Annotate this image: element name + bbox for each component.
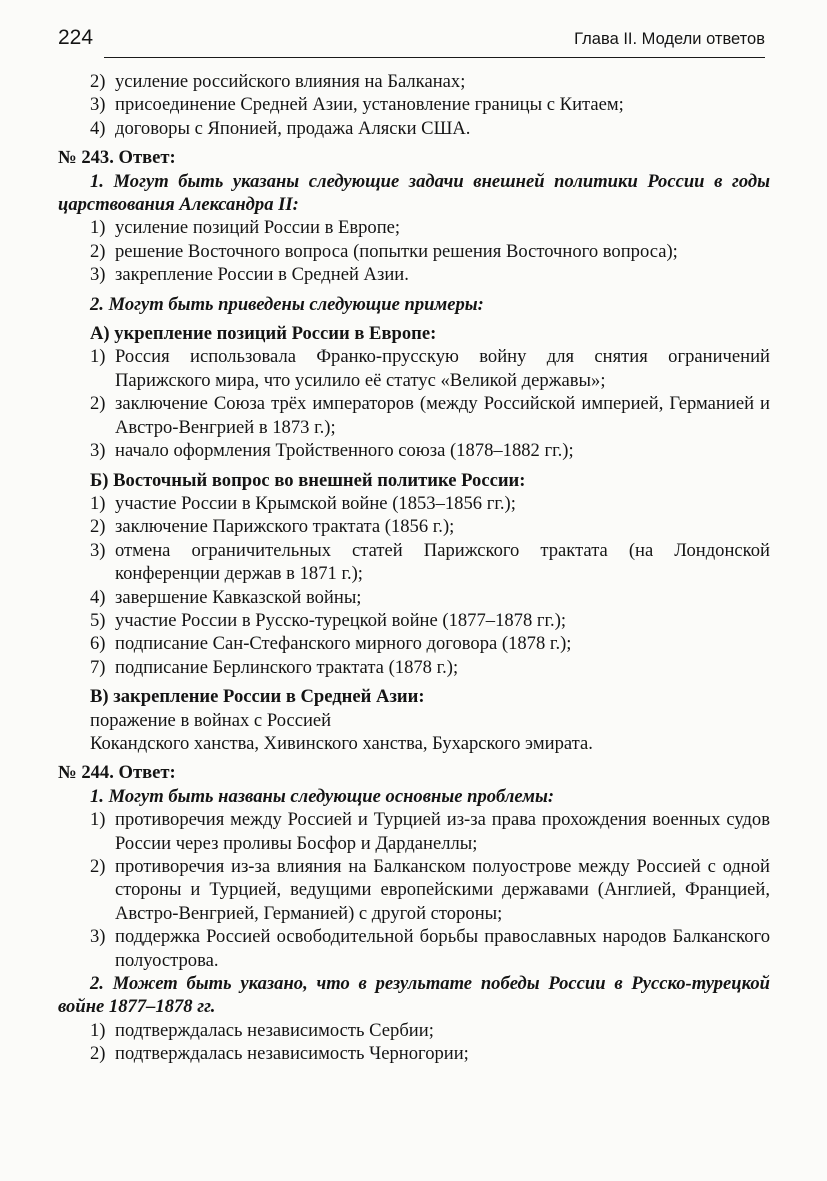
page-content	[58, 70, 770, 1066]
group-c-line: Кокандского ханства, Хивинского ханства, Бухарского эмирата.	[90, 732, 593, 754]
list-item: 2) заключение Союза трёх императоров (между Российской империей, Германией и Австро-Венгрией в 1873 г.);	[90, 393, 770, 438]
q244-part1-heading: 1. Могут быть названы следующие основные проблемы:	[90, 785, 555, 807]
list-item: 1) противоречия между Россией и Турцией из-за права прохождения военных судов России через проливы Босфор и Дарданеллы;	[90, 809, 770, 854]
question-243-heading: № 243. Ответ:	[58, 147, 176, 169]
q244-part2-heading: 2. Может быть указано, что в результате победы России в Русско-турецкой войне 1877–1878 гг.	[58, 973, 770, 1018]
page-header	[58, 22, 765, 56]
list-item: 2) решение Восточного вопроса (попытки решения Восточного вопроса);	[90, 240, 678, 262]
header-rule	[104, 57, 765, 58]
question-244-heading: № 244. Ответ:	[58, 762, 176, 784]
group-b-title: Б) Восточный вопрос во внешней политике России:	[90, 469, 526, 491]
list-item: 1) усиление позиций России в Европе;	[90, 217, 401, 239]
list-item: 3) отмена ограничительных статей Парижского трактата (на Лондонской конференции держав в 1871 г.);	[90, 539, 770, 585]
list-item: 4) договоры с Японией, продажа Аляски США.	[90, 117, 471, 139]
list-item: 3) закрепление России в Средней Азии.	[90, 264, 409, 286]
list-item: 2) противоречия из-за влияния на Балканском полуострове между Россией с одной стороны и Турцией, ведущими европейскими державами (Англией, Францией, Австро-Венгрией, Германией) с другой стороны;	[90, 856, 770, 924]
list-item: 6) подписание Сан-Стефанского мирного договора (1878 г.);	[90, 633, 572, 655]
list-item: 1) Россия использовала Франко-прусскую войну для снятия ограничений Парижского мира, что усилило её статус «Великой державы»;	[90, 346, 770, 391]
list-item: 2) подтверждалась независимость Черногории;	[90, 1043, 469, 1065]
list-item: 3) начало оформления Тройственного союза (1878–1882 гг.);	[90, 440, 574, 462]
q243-part1-heading: 1. Могут быть указаны следующие задачи внешней политики России в годы царствования Александра II:	[58, 170, 770, 216]
list-item: 7) подписание Берлинского трактата (1878 г.);	[90, 656, 459, 678]
chapter-title: Глава II. Модели ответов	[574, 30, 765, 48]
page-number: 224	[58, 26, 94, 49]
list-item: 2) усиление российского влияния на Балканах;	[90, 71, 466, 92]
group-a-title: А) укрепление позиций России в Европе:	[90, 323, 437, 345]
group-c-title: В) закрепление России в Средней Азии:	[90, 686, 425, 708]
list-item: 1) участие России в Крымской войне (1853–1856 гг.);	[90, 492, 516, 514]
list-item: 3) присоединение Средней Азии, установление границы с Китаем;	[90, 94, 624, 116]
list-item: 4) завершение Кавказской войны;	[90, 586, 362, 608]
list-item: 3) поддержка Россией освободительной борьбы православных народов Балканского полуострова.	[90, 926, 770, 971]
list-item: 2) заключение Парижского трактата (1856 г.);	[90, 516, 455, 538]
q243-part2-heading: 2. Могут быть приведены следующие примеры:	[90, 293, 484, 315]
list-item: 1) подтверждалась независимость Сербии;	[90, 1019, 434, 1041]
group-c-line: поражение в войнах с Россией	[90, 709, 332, 731]
list-item: 5) участие России в Русско-турецкой войне (1877–1878 гг.);	[90, 609, 567, 631]
